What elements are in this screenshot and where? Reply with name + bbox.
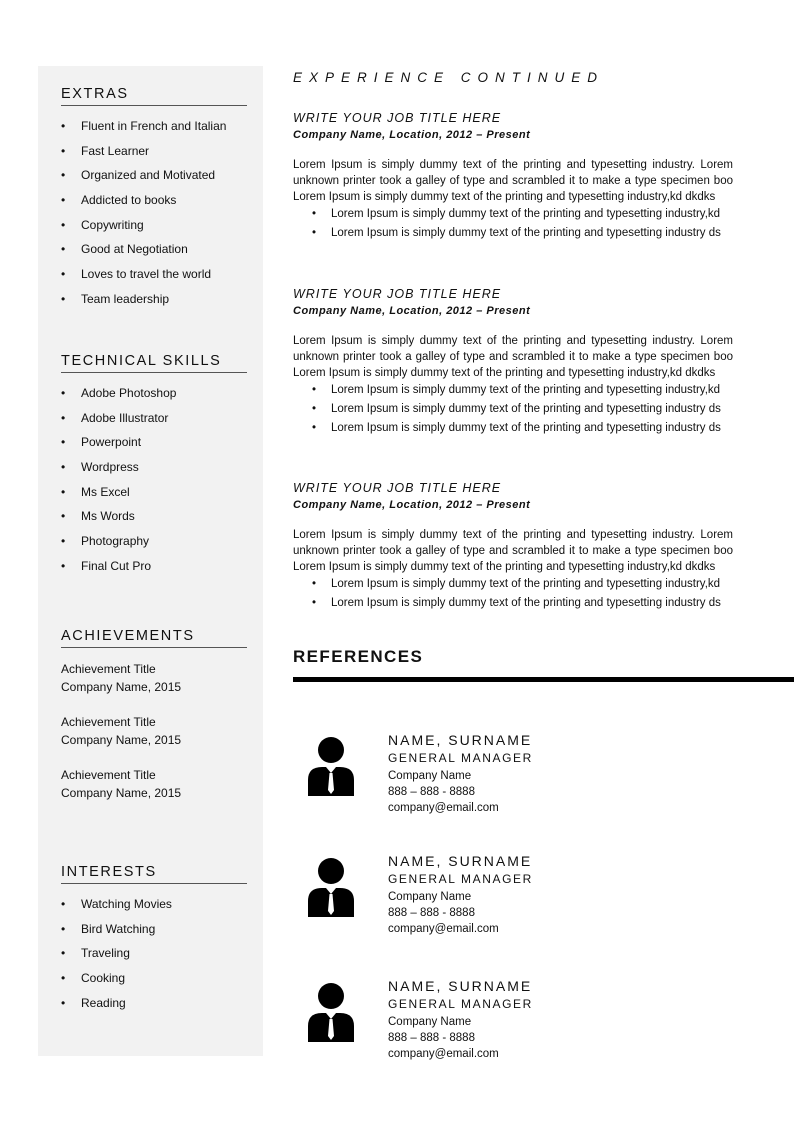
list-item: • Photography: [61, 533, 247, 558]
reference-card: [293, 732, 733, 832]
achievement-title: Achievement Title: [61, 715, 156, 729]
interests-section: [61, 864, 247, 1019]
technical-skills-heading: TECHNICAL SKILLS: [61, 353, 247, 373]
extras-list: [61, 118, 247, 316]
job-description: Lorem Ipsum is simply dummy text of the printing and typesetting industry. Lorem unknown printer took a galley of type and scrambled it to make a type specimen boo Lorem Ipsum is simply dummy text of the printing and typesetting industry,kd dkdks: [293, 335, 733, 379]
reference-phone: 888 – 888 - 8888: [388, 1032, 475, 1044]
list-item: • Watching Movies: [61, 896, 247, 921]
list-item: • Adobe Illustrator: [61, 410, 247, 435]
reference-phone: 888 – 888 - 8888: [388, 907, 475, 919]
achievement-company: Company Name, 2015: [61, 733, 182, 747]
reference-email: company@email.com: [388, 1048, 499, 1060]
interests-heading: INTERESTS: [61, 864, 247, 884]
reference-email: company@email.com: [388, 802, 499, 814]
job-company: Company Name, Location, 2012 – Present: [293, 499, 531, 511]
list-item: • Reading: [61, 995, 247, 1020]
reference-name: NAME, SURNAME: [388, 853, 533, 869]
achievement-company: Company Name, 2015: [61, 680, 182, 694]
list-item: • Bird Watching: [61, 921, 247, 946]
list-item: • Good at Negotiation: [61, 241, 247, 266]
reference-info: [388, 853, 533, 937]
list-item: • Lorem Ipsum is simply dummy text of the printing and typesetting industry ds: [293, 594, 733, 613]
technical-skills-list: [61, 385, 247, 583]
achievements-list: [61, 660, 247, 802]
job-entry: [293, 481, 733, 613]
job-company: Company Name, Location, 2012 – Present: [293, 129, 531, 141]
reference-card: [293, 853, 733, 953]
list-item: • Copywriting: [61, 217, 247, 242]
achievements-heading: ACHIEVEMENTS: [61, 628, 247, 648]
list-item: • Loves to travel the world: [61, 266, 247, 291]
achievement-item: [61, 660, 247, 696]
list-item: • Wordpress: [61, 459, 247, 484]
reference-name: NAME, SURNAME: [388, 732, 533, 748]
sidebar: [38, 66, 263, 1056]
job-title: WRITE YOUR JOB TITLE HERE: [293, 481, 502, 495]
person-icon: [306, 736, 356, 796]
experience-heading: EXPERIENCE CONTINUED: [293, 70, 605, 85]
list-item: • Organized and Motivated: [61, 167, 247, 192]
job-company: Company Name, Location, 2012 – Present: [293, 305, 531, 317]
references-heading: REFERENCES: [293, 647, 424, 666]
job-entry: [293, 287, 733, 438]
reference-company: Company Name: [388, 770, 472, 782]
list-item: • Addicted to books: [61, 192, 247, 217]
list-item: • Traveling: [61, 945, 247, 970]
list-item: • Ms Excel: [61, 484, 247, 509]
reference-card: [293, 978, 733, 1078]
technical-skills-section: [61, 353, 247, 583]
references-divider: [293, 677, 794, 682]
job-title: WRITE YOUR JOB TITLE HERE: [293, 287, 502, 301]
achievement-item: [61, 713, 247, 749]
person-icon: [306, 857, 356, 917]
job-bullets: [293, 381, 733, 438]
list-item: • Lorem Ipsum is simply dummy text of the printing and typesetting industry,kd: [293, 575, 733, 594]
list-item: • Cooking: [61, 970, 247, 995]
list-item: • Powerpoint: [61, 434, 247, 459]
list-item: • Fluent in French and Italian: [61, 118, 247, 143]
list-item: • Lorem Ipsum is simply dummy text of the printing and typesetting industry ds: [293, 400, 733, 419]
reference-name: NAME, SURNAME: [388, 978, 533, 994]
achievement-title: Achievement Title: [61, 768, 156, 782]
list-item: • Team leadership: [61, 291, 247, 316]
reference-email: company@email.com: [388, 923, 499, 935]
list-item: • Lorem Ipsum is simply dummy text of the printing and typesetting industry,kd: [293, 205, 733, 224]
list-item: • Final Cut Pro: [61, 558, 247, 583]
reference-role: GENERAL MANAGER: [388, 751, 533, 765]
achievement-item: [61, 766, 247, 802]
job-bullets: [293, 205, 733, 243]
reference-company: Company Name: [388, 891, 472, 903]
reference-company: Company Name: [388, 1016, 472, 1028]
interests-list: [61, 896, 247, 1019]
achievement-company: Company Name, 2015: [61, 786, 182, 800]
reference-phone: 888 – 888 - 8888: [388, 786, 475, 798]
job-entry: [293, 111, 733, 243]
job-description: Lorem Ipsum is simply dummy text of the printing and typesetting industry. Lorem unknown printer took a galley of type and scrambled it to make a type specimen boo Lorem Ipsum is simply dummy text of the printing and typesetting industry,kd dkdks: [293, 529, 733, 573]
reference-info: [388, 978, 533, 1062]
list-item: • Lorem Ipsum is simply dummy text of the printing and typesetting industry,kd: [293, 381, 733, 400]
list-item: • Lorem Ipsum is simply dummy text of the printing and typesetting industry ds: [293, 224, 733, 243]
reference-info: [388, 732, 533, 816]
person-icon: [306, 982, 356, 1042]
list-item: • Adobe Photoshop: [61, 385, 247, 410]
reference-role: GENERAL MANAGER: [388, 872, 533, 886]
list-item: • Lorem Ipsum is simply dummy text of the printing and typesetting industry ds: [293, 419, 733, 438]
list-item: • Ms Words: [61, 508, 247, 533]
reference-role: GENERAL MANAGER: [388, 997, 533, 1011]
job-description: Lorem Ipsum is simply dummy text of the printing and typesetting industry. Lorem unknown printer took a galley of type and scrambled it to make a type specimen boo Lorem Ipsum is simply dummy text of the printing and typesetting industry,kd dkdks: [293, 159, 733, 203]
job-bullets: [293, 575, 733, 613]
job-title: WRITE YOUR JOB TITLE HERE: [293, 111, 502, 125]
achievement-title: Achievement Title: [61, 662, 156, 676]
list-item: • Fast Learner: [61, 143, 247, 168]
extras-heading: EXTRAS: [61, 86, 247, 106]
achievements-section: [61, 628, 247, 819]
extras-section: [61, 86, 247, 316]
